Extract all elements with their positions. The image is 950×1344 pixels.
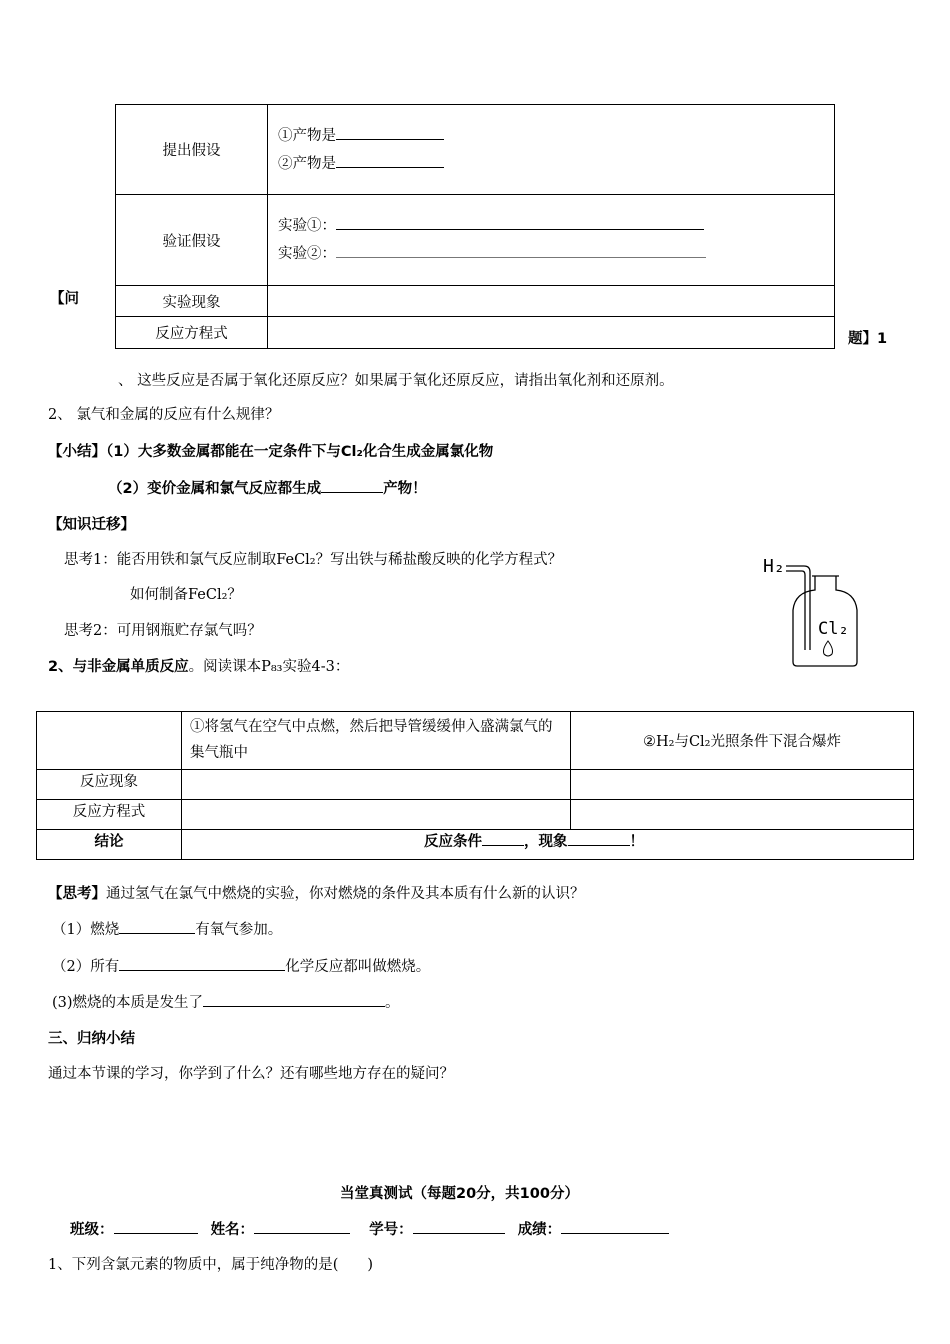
- answer-blank[interactable]: [203, 991, 385, 1007]
- table1-row-label: 反应方程式: [116, 317, 268, 349]
- number-label: 学号：: [369, 1222, 413, 1238]
- problem-label-right: 题】1: [848, 331, 888, 347]
- name-label: 姓名：: [210, 1222, 255, 1238]
- row-label-conclusion: 结论: [37, 830, 182, 860]
- test-title: 当堂真测试（每题20分，共100分）: [340, 1186, 579, 1202]
- answer-blank[interactable]: [321, 477, 383, 493]
- experiment-2-desc: ②H₂与Cl₂光照条件下混合爆炸: [571, 712, 914, 770]
- answer-blank[interactable]: [336, 242, 706, 258]
- thinking-item-2-end: 化学反应都叫做燃烧。: [285, 959, 431, 975]
- experiment-1-desc: ①将氢气在空气中点燃，然后把导管缓缓伸入盛满氯气的集气瓶中: [182, 712, 571, 770]
- answer-blank[interactable]: [336, 214, 704, 230]
- nonmetal-title: 2、与非金属单质反应: [48, 659, 189, 675]
- hypothesis-1-label: ①产物是: [278, 127, 336, 144]
- think-1b: 如何制备FeCl₂？: [130, 587, 242, 603]
- answer-cell[interactable]: [182, 770, 571, 800]
- summary-line-2-end: 产物！: [383, 481, 427, 497]
- section-3-title: 三、归纳小结: [48, 1031, 135, 1047]
- answer-cell[interactable]: [571, 770, 914, 800]
- class-field[interactable]: [114, 1218, 198, 1234]
- think-1: 思考1：能否用铁和氯气反应制取FeCl₂？写出铁与稀盐酸反映的化学方程式？: [64, 552, 563, 568]
- think-2: 思考2：可用钢瓶贮存氯气吗？: [64, 623, 262, 639]
- thinking-text: 通过氢气在氯气中燃烧的实验，你对燃烧的条件及其本质有什么新的认识？: [106, 886, 585, 902]
- name-field[interactable]: [254, 1218, 350, 1234]
- cl2-label: Cl₂: [818, 619, 849, 639]
- table1-row-label: 提出假设: [116, 105, 268, 195]
- test-question-1: 1、下列含氯元素的物质中，属于纯净物的是( ): [48, 1257, 374, 1273]
- hypothesis-table: [115, 104, 835, 349]
- number-field[interactable]: [413, 1218, 505, 1234]
- summary-line-1: 【小结】（1）大多数金属都能在一定条件下与Cl₂化合生成金属氯化物: [48, 444, 494, 460]
- answer-cell[interactable]: [182, 800, 571, 830]
- experiment-2-label: 实验②：: [278, 246, 336, 262]
- answer-cell[interactable]: [268, 317, 835, 349]
- row-label-equation: 反应方程式: [37, 800, 182, 830]
- question-2: 2、 氯气和金属的反应有什么规律？: [48, 407, 280, 423]
- conclusion-end: ！: [629, 834, 644, 850]
- nonmetal-table: [36, 711, 914, 860]
- table1-row-label: 验证假设: [116, 195, 268, 286]
- h2-label: H₂: [763, 556, 785, 577]
- thinking-item-1-end: 有氧气参加。: [195, 922, 283, 938]
- row-label-phenomenon: 反应现象: [37, 770, 182, 800]
- answer-blank[interactable]: [119, 918, 195, 934]
- table1-row-label: 实验现象: [116, 286, 268, 317]
- hypothesis-2-label: ②产物是: [278, 155, 336, 172]
- conclusion-condition: 反应条件: [424, 834, 482, 850]
- thinking-title: 【思考】: [48, 886, 106, 902]
- answer-blank[interactable]: [336, 124, 444, 140]
- question-1: 、 这些反应是否属于氧化还原反应？如果属于氧化还原反应，请指出氧化剂和还原剂。: [118, 373, 674, 389]
- transfer-title: 【知识迁移】: [48, 517, 135, 533]
- gas-bottle-diagram: [760, 550, 870, 670]
- problem-label-left: 【问: [50, 291, 79, 307]
- class-label: 班级：: [70, 1222, 114, 1238]
- summary-line-2: （2）变价金属和氯气反应都生成: [108, 481, 322, 497]
- thinking-item-2: （2）所有: [52, 959, 120, 975]
- answer-cell[interactable]: [268, 286, 835, 317]
- experiment-1-label: 实验①：: [278, 218, 336, 234]
- answer-blank[interactable]: [482, 830, 524, 846]
- thinking-item-3: (3)燃烧的本质是发生了: [52, 995, 204, 1011]
- thinking-item-1: （1）燃烧: [52, 922, 120, 938]
- answer-cell[interactable]: [571, 800, 914, 830]
- answer-blank[interactable]: [119, 955, 285, 971]
- answer-blank[interactable]: [568, 830, 630, 846]
- thinking-item-3-end: 。: [385, 995, 400, 1011]
- score-field[interactable]: [561, 1218, 669, 1234]
- section-3-text: 通过本节课的学习，你学到了什么？还有哪些地方存在的疑问？: [48, 1066, 454, 1082]
- score-label: 成绩：: [517, 1222, 562, 1238]
- answer-blank[interactable]: [336, 152, 444, 168]
- conclusion-phenomenon: ，现象: [524, 834, 568, 850]
- nonmetal-rest: 。阅读课本P₈₃实验4-3：: [188, 659, 350, 675]
